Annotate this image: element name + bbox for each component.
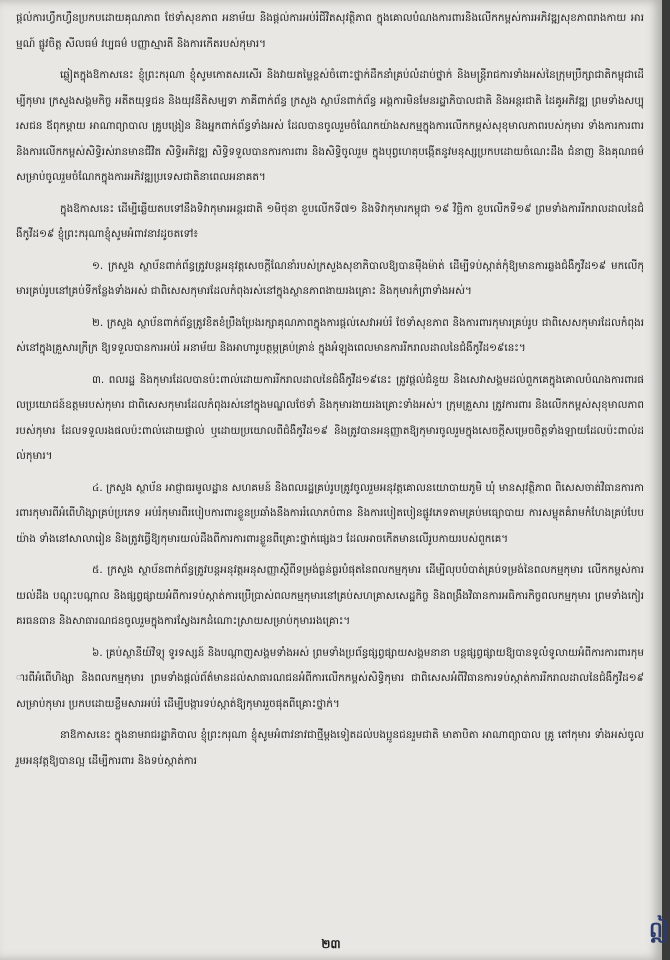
paragraph-closing: នាឱកាសនេះ ក្នុងនាមរាជរដ្ឋាភិបាល ខ្ញុំព្រះករុណា ខ្ញុំសូមអំពាវនាវជាថ្មីម្ដងទៀតដល់បងប្អូនជនរួមជាតិ មាតាបិតា អាណាព្យាបាល គ្រូ តៅកុមារ ទាំងអស់ចូលរួមអនុវត្តឱ្យបានល្អ ដើម្បីការពារ និងទប់ស្កាត់ការ <box>16 729 644 767</box>
appeal-item-3: ៣. ពលរដ្ឋ និងកុមារដែលបានប៉ះពាល់ដោយការរីករាលដាលនៃជំងឺកូវីដ១៩នេះ ត្រូវផ្ដល់ជំនួយ និងសេវាសង្គមដល់ពួកគេក្នុងគោលបំណងការពារផលប្រយោជន៍ឧត្តមរបស់កុមារ ជាពិសេសកុមារដែលកំពុងរស់នៅក្នុងមណ្ឌលថែទាំ និងកុមារងាយរងគ្រោះទាំងអស់។ ក្រុមគ្រួសារ ត្រូវការពារ និងលើកកម្ពស់សុខុមាលភាពរបស់កុមារ ដែលទទួលរងផលប៉ះពាល់ដោយផ្ទាល់ ឬដោយប្រយោលពីជំងឺកូវីដ១៩ និងត្រូវបានអនុញ្ញាតឱ្យកុមារចូលរួមក្នុងសេចក្ដីសម្រេចចិត្តទាំងឡាយដែលប៉ះពាល់ដល់កុមារ។ <box>16 373 644 462</box>
appeal-item-1: ១. ក្រសួង ស្ថាប័នពាក់ព័ន្ធត្រូវបន្តអនុវត្តសេចក្ដីណែនាំរបស់ក្រសួងសុខាភិបាលឱ្យបានម៉ឺងម៉ាត់ ដើម្បីទប់ស្កាត់កុំឱ្យមានការឆ្លងជំងឺកូវីដ១៩ មកលើកុមារគ្រប់រូបនៅគ្រប់ទីកន្លែងទាំងអស់ ជាពិសេសកុមារដែលកំពុងរស់នៅក្នុងស្ថានភាពងាយរងគ្រោះ និងកុមារកំព្រាទាំងអស់។ <box>16 259 644 297</box>
margin-mark: ឦ <box>649 918 669 943</box>
page-body <box>16 6 644 780</box>
paragraph-intro: ផ្ដល់ការហ្វឹកហ្វឺនប្រកបដោយគុណភាព ថែទាំសុខភាព អនាម័យ និងផ្ដល់ការអប់រំជីវិតសុវត្ថិភាព ក្នុងគោលបំណងការពារនិងលើកកម្ពស់ការអភិវឌ្ឍសុខភាពរាងកាយ អារម្មណ៍ ផ្លូវចិត្ត សីលធម៌ វប្បធម៌ បញ្ញាស្មារតី និងការកើតរបស់កុមារ។ <box>16 12 644 50</box>
appeal-item-5: ៥. ក្រសួង ស្ថាប័នពាក់ព័ន្ធត្រូវបន្តអនុវត្តអនុសញ្ញាស្ដីពីទម្រង់ធ្ងន់ធ្ងរបំផុតនៃពលកម្មកុមារ ដើម្បីលុបបំបាត់គ្រប់ទម្រង់នៃពលកម្មកុមារ លើកកម្ពស់ការយល់ដឹង បណ្ដុះបណ្ដាល និងផ្សព្វផ្សាយអំពីការទប់ស្កាត់ការប្រើប្រាស់ពលកម្មកុមារនៅគ្រប់សហគ្រាសសេដ្ឋកិច្ច និងពង្រឹងវិធានការអធិការកិច្ចពលកម្មកុមារ ព្រមទាំងកៀរគរធនធាន និងសាធារណជនចូលរួមក្នុងការស្វែងរកដំណោះស្រាយសម្រាប់កុមាររងគ្រោះ។ <box>16 564 644 627</box>
paragraph-appeal-intro: ក្នុងឱកាសនេះ ដើម្បីឆ្លើយតបទៅនឹងទិវាកុមារអន្តរជាតិ ១មិថុនា ខួបលើកទី៧១ និងទិវាកុមារកម្ពុជា ១៩ វិច្ឆិកា ខួបលើកទី១៩ ព្រមទាំងការរីករាលដាលនៃជំងឺកូវីដ១៩ ខ្ញុំព្រះករុណាខ្ញុំសូមអំពាវនាវដូចតទៅ៖ <box>16 202 644 240</box>
appeal-item-6: ៦. គ្រប់ស្ថានីយ៍វិទ្យុ ទូរទស្សន៍ និងបណ្ដាញសង្គមទាំងអស់ ព្រមទាំងប្រព័ន្ធផ្សព្វផ្សាយសង្គមនានា បន្តផ្សព្វផ្សាយឱ្យបានទូលំទូលាយអំពីការការពារកុមារពីអំពើហិង្សា និងពលកម្មកុមារ ព្រមទាំងផ្ដល់ព័ត៌មានដល់សាធារណជនអំពីការលើកកម្ពស់សិទ្ធិកុមារ ជាពិសេសអំពីវិធានការទប់ស្កាត់ការរីករាលដាលនៃជំងឺកូវីដ១៩ សម្រាប់កុមារ ប្រកបដោយខ្លឹមសារអប់រំ ដើម្បីបង្ការទប់ស្កាត់ឱ្យកុមាររួចផុតពីគ្រោះថ្នាក់។ <box>16 646 644 710</box>
page-number: ២៣ <box>321 937 341 951</box>
paragraph-appreciation: ឆ្លៀតក្នុងឱកាសនេះ ខ្ញុំព្រះករុណា ខ្ញុំសូមកោតសរសើរ និងវាយតម្លៃខ្ពស់ចំពោះថ្នាក់ដឹកនាំគ្រប់លំដាប់ថ្នាក់ និងមន្ត្រីរាជការទាំងអស់នៃក្រុមប្រឹក្សាជាតិកម្ពុជាដើម្បីកុមារ ក្រសួងសង្គមកិច្ច អតីតយុទ្ធជន និងយុវនីតិសម្បទា ភាគីពាក់ព័ន្ធ ក្រសួង ស្ថាប័នពាក់ព័ន្ធ អង្គការមិនមែនរដ្ឋាភិបាលជាតិ និងអន្តរជាតិ ដៃគូអភិវឌ្ឍ ព្រមទាំងសប្បុរសជន ឪពុកម្ដាយ អាណាព្យាបាល គ្រូបង្រៀន និងអ្នកពាក់ព័ន្ធទាំងអស់ ដែលបានចូលរួមចំណែកយ៉ាងសកម្មក្នុងការលើកកម្ពស់សុខុមាលភាពរបស់កុមារ ទាំងការការពារ និងការលើកកម្ពស់សិទ្ធិរស់រានមានជីវិត សិទ្ធិអភិវឌ្ឍ សិទ្ធិទទួលបានការការពារ និងសិទ្ធិចូលរួម ក្នុងបុព្វហេតុបង្កើតនូវមនុស្សប្រកបដោយចំណេះដឹង ជំនាញ និងគុណធម៌ សម្រាប់ចូលរួមចំណែកក្នុងការអភិវឌ្ឍប្រទេសជាតិនាពេលអនាគត។ <box>16 69 644 183</box>
appeal-item-4: ៤. ក្រសួង ស្ថាប័ន អាជ្ញាធរមូលដ្ឋាន សហគមន៍ និងពលរដ្ឋគ្រប់រូបត្រូវចូលរួមអនុវត្តគោលនយោបាយភូមិ ឃុំ មានសុវត្ថិភាព ពិសេសចាត់វិធានការការពារកុមារពីអំពើហិង្សាគ្រប់ប្រភេទ អប់រំកុមារពីរបៀបការពារខ្លួនប្រឆាំងនឹងការរំលោភបំពាន និងការបៀតបៀនផ្លូវភេទតាមគ្រប់មធ្យោបាយ ការសម្លុតគំរាមកំហែងគ្រប់បែបយ៉ាង ទាំងនៅសាលារៀន និងត្រូវធ្វើឱ្យកុមារយល់ដឹងពីការការពារខ្លួនពីគ្រោះថ្នាក់ផ្សេងៗ ដែលអាចកើតមានលើរូបកាយរបស់ពួកគេ។ <box>16 481 644 545</box>
appeal-item-2: ២. ក្រសួង ស្ថាប័នពាក់ព័ន្ធត្រូវខិតខំប្រឹងប្រែងរក្សាគុណភាពក្នុងការផ្ដល់សេវាអប់រំ ថែទាំសុខភាព និងការពារកុមារគ្រប់រូប ជាពិសេសកុមារដែលកំពុងរស់នៅក្នុងគ្រួសារក្រីក្រ ឱ្យទទួលបានការអប់រំ អនាម័យ និងអាហារូបត្ថម្ភគ្រប់គ្រាន់ ក្នុងអំឡុងពេលមានការរីករាលដាលនៃជំងឺកូវីដ១៩នេះ។ <box>16 316 644 354</box>
